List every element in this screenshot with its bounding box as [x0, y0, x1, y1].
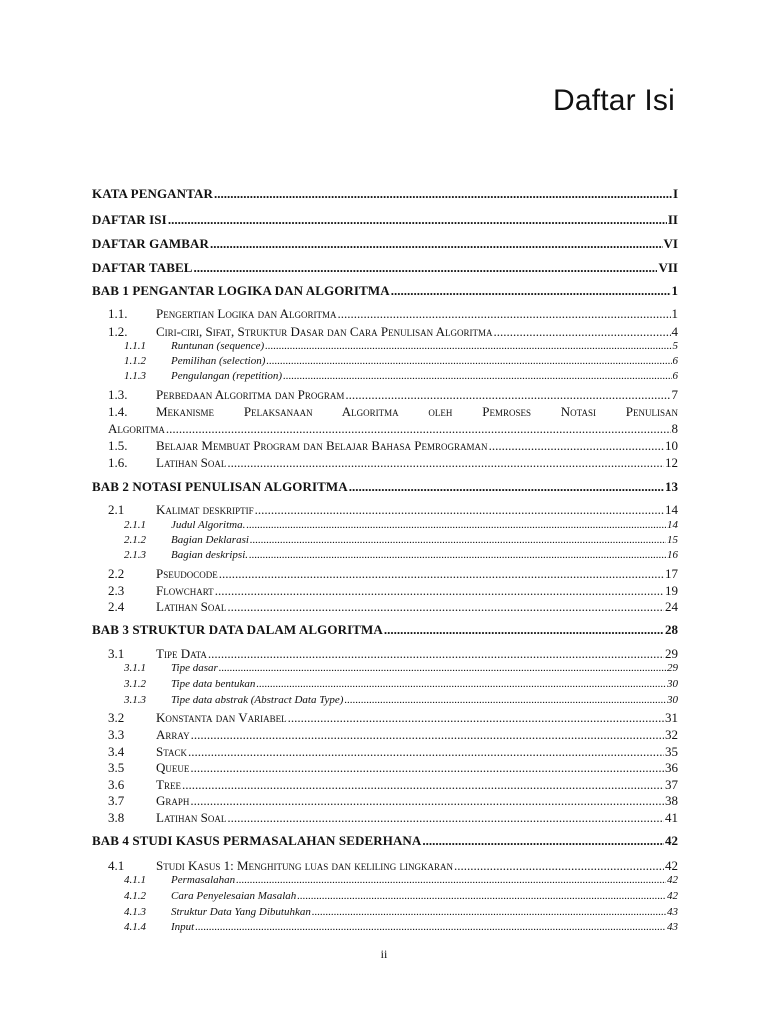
toc-subsection-entry[interactable]: [124, 519, 678, 531]
toc-entry[interactable]: [108, 421, 678, 437]
dot-leader: [249, 549, 666, 561]
dot-leader: [168, 212, 667, 228]
toc-section-entry[interactable]: [108, 438, 678, 454]
toc-entry-page: 24: [665, 599, 678, 614]
dot-leader: [454, 858, 664, 874]
toc-entry-number: 4.1.3: [124, 906, 146, 918]
toc-entry-number: 4.1.1: [124, 874, 146, 886]
toc-entry-label: Belajar Membuat Program dan Belajar Bahasa Pemrograman: [156, 438, 488, 453]
toc-entry-label: Graph: [156, 793, 190, 808]
toc-entry-number: 1.6.: [108, 455, 128, 470]
dot-leader: [190, 793, 664, 809]
toc-entry-page: 1: [671, 283, 678, 298]
toc-entry-label: Latihan Soal: [156, 455, 227, 470]
toc-entry-number: 3.3: [108, 727, 125, 742]
dot-leader: [188, 744, 664, 760]
toc-entry-label: Cara Penyelesaian Masalah: [171, 890, 297, 902]
toc-entry-number: 4.1.2: [124, 890, 146, 902]
dot-leader: [227, 599, 664, 615]
toc-section-entry[interactable]: [108, 858, 678, 874]
toc-entry-page: 8: [671, 421, 678, 436]
dot-leader: [219, 566, 664, 582]
toc-entry-page: 30: [667, 694, 678, 706]
toc-section-entry[interactable]: [108, 744, 678, 760]
toc-entry-label: Kalimat deskriptif: [156, 502, 254, 517]
toc-subsection-entry[interactable]: [124, 890, 678, 902]
dot-leader: [190, 760, 664, 776]
dot-leader: [384, 622, 664, 638]
toc-entry-number: 3.5: [108, 760, 125, 775]
toc-subsection-entry[interactable]: [124, 549, 678, 561]
toc-section-entry[interactable]: [108, 455, 678, 471]
dot-leader: [215, 583, 664, 599]
toc-chapter-entry[interactable]: [92, 479, 678, 495]
toc-entry-label: Flowchart: [156, 583, 214, 598]
dot-leader: [208, 646, 664, 662]
toc-entry-label: BAB 2 NOTASI PENULISAN ALGORITMA: [92, 479, 348, 494]
toc-entry-label: Tree: [156, 777, 181, 792]
toc-entry-label: BAB 4 STUDI KASUS PERMASALAHAN SEDERHANA: [92, 833, 422, 848]
toc-chapter-entry[interactable]: [92, 283, 678, 299]
dot-leader: [227, 455, 664, 471]
toc-entry-number: 1.4.: [108, 404, 128, 419]
toc-entry-number: 3.7: [108, 793, 125, 808]
toc-entry-number: 4.1.4: [124, 921, 146, 933]
dot-leader: [210, 236, 663, 252]
toc-entry-number: 4.1: [108, 858, 125, 873]
toc-entry-number: 3.1.1: [124, 662, 146, 674]
toc-subsection-entry[interactable]: [124, 534, 678, 546]
toc-entry-page: 1: [671, 306, 678, 321]
dot-leader: [349, 479, 664, 495]
toc-entry-page: 12: [665, 455, 678, 470]
dot-leader: [338, 306, 671, 322]
toc-subsection-entry[interactable]: [124, 370, 678, 382]
dot-leader: [166, 421, 671, 437]
toc-entry-number: 1.2.: [108, 324, 128, 339]
toc-entry-label: Pemilihan (selection): [171, 355, 266, 367]
dot-leader: [344, 694, 666, 706]
toc-entry-label: Bagian deskripsi.: [171, 549, 248, 561]
toc-entry-label: Permasalahan: [171, 874, 236, 886]
toc-entry-page: II: [667, 212, 678, 227]
toc-entry-number: 3.1: [108, 646, 125, 661]
toc-entry-label: DAFTAR GAMBAR: [92, 236, 209, 251]
toc-subsection-entry[interactable]: [124, 662, 678, 674]
toc-entry-label: Ciri-ciri, Sifat, Struktur Dasar dan Cara Penulisan Algoritma: [156, 324, 493, 339]
toc-entry-label: Pseudocode: [156, 566, 218, 581]
toc-chapter-entry[interactable]: [92, 260, 678, 276]
toc-entry-label: Bagian Deklarasi: [171, 534, 249, 546]
toc-entry-page: 7: [671, 387, 678, 402]
dot-leader: [191, 727, 664, 743]
dot-leader: [283, 370, 671, 382]
toc-entry-page: 37: [665, 777, 678, 792]
toc-subsection-entry[interactable]: [124, 355, 678, 367]
toc-chapter-entry[interactable]: [92, 833, 678, 849]
toc-entry-number: 2.3: [108, 583, 125, 598]
toc-entry-label: KATA PENGANTAR: [92, 186, 213, 201]
toc-section-entry[interactable]: [108, 646, 678, 662]
dot-leader: [265, 340, 671, 352]
toc-entry-label: Judul Algoritma.: [171, 519, 246, 531]
toc-entry-label-continued: Algoritma: [108, 421, 165, 436]
toc-entry-number: 3.4: [108, 744, 125, 759]
page-title: Daftar Isi: [552, 84, 675, 117]
toc-entry-page: 17: [665, 566, 678, 581]
dot-leader: [255, 502, 664, 518]
toc-entry-label: Studi Kasus 1: Menghitung luas dan keliling lingkaran: [156, 858, 454, 873]
toc-entry-label: Latihan Soal: [156, 599, 227, 614]
toc-entry-page: 36: [665, 760, 678, 775]
toc-entry-number: 1.1.3: [124, 370, 146, 382]
toc-entry-number: 2.1.3: [124, 549, 146, 561]
toc-entry-number: 2.1.1: [124, 519, 146, 531]
dot-leader: [194, 260, 658, 276]
toc-entry-page: 19: [665, 583, 678, 598]
toc-entry-label: Perbedaan Algoritma dan Program: [156, 387, 345, 402]
toc-chapter-entry[interactable]: [92, 186, 678, 202]
page-number-footer: ii: [380, 947, 388, 961]
toc-subsection-entry[interactable]: [124, 694, 678, 706]
toc-entry-page: 42: [665, 858, 678, 873]
toc-entry-page: 4: [671, 324, 678, 339]
toc-entry-label: Tipe Data: [156, 646, 207, 661]
toc-subsection-entry[interactable]: [124, 906, 678, 918]
dot-leader: [345, 387, 670, 403]
toc-chapter-entry[interactable]: [92, 212, 678, 228]
toc-entry-page: VI: [663, 236, 678, 251]
dot-leader: [288, 710, 664, 726]
toc-entry-label: Array: [156, 727, 190, 742]
toc-subsection-entry[interactable]: [124, 921, 678, 933]
dot-leader: [489, 438, 664, 454]
toc-entry-label: Stack: [156, 744, 188, 759]
toc-entry-label: BAB 1 PENGANTAR LOGIKA DAN ALGORITMA: [92, 283, 390, 298]
toc-entry-page: 42: [667, 874, 678, 886]
dot-leader: [227, 810, 664, 826]
toc-entry-label: BAB 3 STRUKTUR DATA DALAM ALGORITMA: [92, 622, 383, 637]
toc-entry-page: 41: [665, 810, 678, 825]
toc-entry-page: 43: [667, 906, 678, 918]
toc-entry-page: 13: [665, 479, 678, 494]
toc-entry-number: 2.4: [108, 599, 125, 614]
toc-entry-label: Struktur Data Yang Dibutuhkan: [171, 906, 311, 918]
toc-entry-label: Queue: [156, 760, 190, 775]
toc-subsection-entry[interactable]: [124, 340, 678, 352]
toc-entry-page: 15: [667, 534, 678, 546]
dot-leader: [256, 678, 666, 690]
dot-leader: [246, 519, 666, 531]
toc-entry-page: 30: [667, 678, 678, 690]
toc-chapter-entry[interactable]: [92, 622, 678, 638]
toc-section-entry[interactable]: [108, 306, 678, 322]
toc-entry-page: 42: [667, 890, 678, 902]
toc-section-entry[interactable]: [108, 777, 678, 793]
toc-entry-line1: [108, 404, 678, 420]
dot-leader: [494, 324, 671, 340]
toc-entry-page: 43: [667, 921, 678, 933]
dot-leader: [391, 283, 671, 299]
toc-entry-page: 5: [672, 340, 678, 352]
toc-section-entry[interactable]: [108, 710, 678, 726]
toc-section-entry[interactable]: [108, 583, 678, 599]
toc-entry-number: 2.1: [108, 502, 125, 517]
toc-section-entry[interactable]: [108, 566, 678, 582]
toc-entry-number: 1.1.2: [124, 355, 146, 367]
toc-section-entry[interactable]: [108, 793, 678, 809]
dot-leader: [182, 777, 664, 793]
toc-entry-number: 3.6: [108, 777, 125, 792]
toc-entry-page: 6: [672, 355, 678, 367]
toc-entry-number: 1.5.: [108, 438, 128, 453]
toc-entry-number: 3.1.2: [124, 678, 146, 690]
toc-entry-page: 10: [665, 438, 678, 453]
toc-entry-page: 6: [672, 370, 678, 382]
toc-entry-number: 3.1.3: [124, 694, 146, 706]
toc-entry-label: DAFTAR TABEL: [92, 260, 193, 275]
toc-section-entry[interactable]: [108, 324, 678, 340]
toc-entry-label: Runtunan (sequence): [171, 340, 265, 352]
toc-entry-page: 14: [667, 519, 678, 531]
toc-entry-page: 16: [667, 549, 678, 561]
toc-entry-label: Tipe dasar: [171, 662, 218, 674]
dot-leader: [266, 355, 671, 367]
toc-section-entry[interactable]: [108, 387, 678, 403]
dot-leader: [250, 534, 666, 546]
toc-entry-label: Mekanisme Pelaksanaan Algoritma oleh Pemroses Notasi Penulisan: [156, 404, 678, 419]
toc-entry-page: 31: [665, 710, 678, 725]
toc-entry-label: Latihan Soal: [156, 810, 227, 825]
toc-entry-label: Pengulangan (repetition): [171, 370, 283, 382]
toc-entry-page: I: [672, 186, 678, 201]
toc-entry-label: Konstanta dan Variabel: [156, 710, 287, 725]
toc-entry-number: 1.3.: [108, 387, 128, 402]
toc-entry-page: 35: [665, 744, 678, 759]
toc-chapter-entry[interactable]: [92, 236, 678, 252]
dot-leader: [219, 662, 666, 674]
toc-entry-page: 29: [665, 646, 678, 661]
toc-subsection-entry[interactable]: [124, 678, 678, 690]
toc-section-entry[interactable]: [108, 502, 678, 518]
toc-entry-page: 29: [667, 662, 678, 674]
dot-leader: [312, 906, 666, 918]
toc-entry-page: 38: [665, 793, 678, 808]
toc-entry-number: 2.1.2: [124, 534, 146, 546]
toc-entry-number: 3.8: [108, 810, 125, 825]
dot-leader: [236, 874, 666, 886]
toc-section-entry[interactable]: [108, 599, 678, 615]
dot-leader: [195, 921, 666, 933]
toc-entry-page: 42: [665, 833, 678, 848]
toc-entry-label: Pengertian Logika dan Algoritma: [156, 306, 337, 321]
toc-section-entry[interactable]: [108, 727, 678, 743]
toc-entry-label: DAFTAR ISI: [92, 212, 167, 227]
toc-entry-number: 3.2: [108, 710, 125, 725]
toc-entry-label: Input: [171, 921, 195, 933]
toc-subsection-entry[interactable]: [124, 874, 678, 886]
toc-entry-page: VII: [658, 260, 678, 275]
dot-leader: [214, 186, 672, 202]
dot-leader: [422, 833, 664, 849]
toc-section-entry[interactable]: [108, 760, 678, 776]
toc-entry-number: 1.1.: [108, 306, 128, 321]
toc-section-entry[interactable]: [108, 810, 678, 826]
toc-entry-number: 2.2: [108, 566, 125, 581]
toc-entry-label: Tipe data bentukan: [171, 678, 256, 690]
dot-leader: [297, 890, 666, 902]
toc-entry-number: 1.1.1: [124, 340, 146, 352]
toc-entry-label: Tipe data abstrak (Abstract Data Type): [171, 694, 344, 706]
toc-entry-page: 28: [665, 622, 678, 637]
toc-entry-page: 14: [665, 502, 678, 517]
toc-entry-page: 32: [665, 727, 678, 742]
